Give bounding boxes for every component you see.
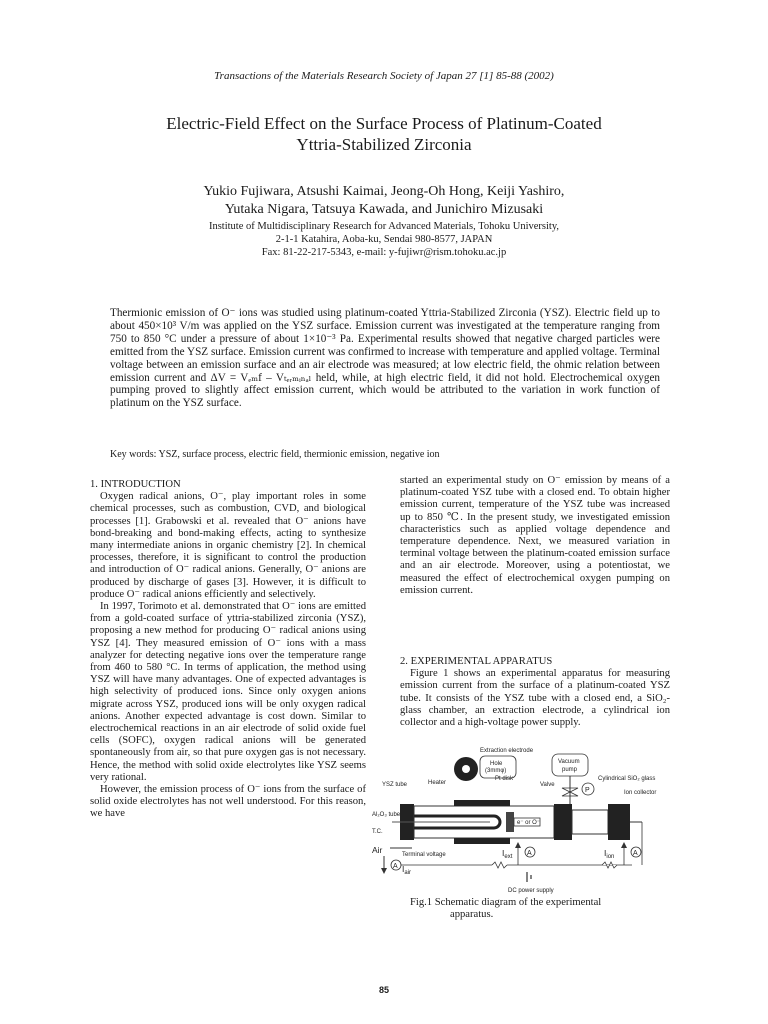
author-list bbox=[60, 183, 708, 219]
intro-heading: 1. INTRODUCTION bbox=[90, 479, 181, 490]
label-ysz-tube: YSZ tube bbox=[382, 782, 408, 788]
label-air: Air bbox=[372, 845, 383, 855]
i-air-arrowhead bbox=[381, 868, 387, 874]
i-ext-arrowhead bbox=[515, 842, 521, 848]
intro-paragraph-1: Oxygen radical anions, O⁻, play important roles in some chemical processes, such as combustion, CVD, and biological processes [1]. Grabowski et al. revealed that O⁻ anions have bond-breaking and bond-making effects, acting to synthesize many intermediate anions in organic chemistry [2]. In chemical processes, therefore, it is significant to control the production and introduction of O⁻ radical anions. Generally, O⁻ anions are produced by discharge of gases [3]. However, it is difficult to produce O⁻ radical anions efficiently and selectively. bbox=[90, 491, 366, 600]
apparatus-schematic bbox=[372, 744, 672, 894]
affiliation-line-2: 2-1-1 Katahira, Aoba-ku, Sendai 980-8577, JAPAN bbox=[275, 234, 493, 245]
intro-paragraph-2: In 1997, Torimoto et al. demonstrated that O⁻ ions are emitted from a gold-coated surface of yttria-stabilized zirconia (YSZ), proposing a new method for producing O⁻ radical anions using YSZ [4]. They measured emission of O⁻ ions with a mass analyzer for detecting negative ions over the temperature range from 460 to 580 °C. In terms of application, the method using YSZ will have many advantages. One of expected advantages is high selectivity of produced ions. Since only oxygen anions migrate across YSZ, produced ions will be only oxygen radical anions. Another expected advantage is cost down. Similar to electrochemical reactions in an air electrode of solid oxide fuel cells (SOFC), oxygen radical anions will be generated spontaneously from air, so that pure oxygen gas is not necessary. Hence, the method with solid oxide electrolytes like YSZ seems very rational. bbox=[90, 601, 366, 783]
label-e-or-o: e⁻ or O⁻ bbox=[517, 820, 541, 826]
label-tc: T.C. bbox=[372, 829, 383, 835]
affiliation bbox=[100, 220, 668, 259]
resistor-2 bbox=[602, 862, 617, 868]
caption-line-1: Fig.1 Schematic diagram of the experimental bbox=[410, 897, 602, 908]
authors-line-1: Yukio Fujiwara, Atsushi Kaimai, Jeong-Oh Hong, Keiji Yashiro, bbox=[203, 184, 565, 199]
label-dc-power-supply: DC power supply bbox=[508, 888, 554, 894]
abstract bbox=[110, 307, 660, 410]
intro-paragraph-3: However, the emission process of O⁻ ions from the surface of solid oxide electrolytes has not well understood. For this reason, we have bbox=[90, 784, 366, 820]
title-line-2: Yttria-Stabilized Zirconia bbox=[296, 135, 472, 154]
i-ion-arrowhead bbox=[621, 842, 627, 848]
label-ion-collector: Ion collector bbox=[624, 790, 657, 796]
experimental-heading: 2. EXPERIMENTAL APPARATUS bbox=[400, 656, 553, 667]
heater-top bbox=[454, 800, 510, 806]
right-column-section-2 bbox=[400, 656, 670, 729]
extraction-electrode-plate bbox=[506, 812, 514, 832]
label-ammeter-ext: A bbox=[527, 850, 532, 857]
journal-header: Transactions of the Materials Research Society of Japan 27 [1] 85-88 (2002) bbox=[214, 70, 554, 82]
title-line-1: Electric-Field Effect on the Surface Process of Platinum-Coated bbox=[166, 114, 602, 133]
figure-1 bbox=[372, 744, 672, 894]
hole-callout bbox=[480, 756, 516, 778]
label-ammeter-air: A bbox=[393, 863, 398, 870]
right-flange bbox=[554, 804, 572, 840]
resistor-1 bbox=[492, 862, 507, 868]
label-i-air: $I_{air}$ bbox=[402, 864, 412, 876]
label-hole: Hole bbox=[490, 761, 503, 767]
label-ammeter-ion: A bbox=[633, 850, 638, 857]
abstract-text: Thermionic emission of O⁻ ions was studied using platinum-coated Yttria-Stabilized Zirconia (YSZ). Electric field up to about 450×10³ V/m was applied on the YSZ surface. Emission current was investigated at the temperature ranging from 750 to 850 °C under a pressure of about 1×10⁻³ Pa. Experimental results showed that negative charged particles were emitted from the YSZ surface. Emission current was confirmed to increase with temperature and applied voltage. Terminal voltage between an emission surface and an air electrode was measured; at low electric field, the ohmic relation between emission current and ΔV = Vₑₘf – Vₜₑᵣₘᵢₙₐₗ held, while, at high electric field, it did not hold. Electrochemical oxygen pumping proved to slightly affect emission current, which would be attributed to the variation in work function of platinum on the YSZ surface. bbox=[110, 307, 660, 410]
label-pressure: P bbox=[585, 787, 590, 794]
keywords: Key words: YSZ, surface process, electric field, thermionic emission, negative ion bbox=[110, 449, 440, 460]
left-column bbox=[90, 479, 366, 821]
figure-caption bbox=[410, 897, 660, 922]
heater-bottom bbox=[454, 838, 510, 844]
label-hole-size: (3mmφ) bbox=[485, 768, 507, 774]
label-cylindrical-glass: Cylindrical SiO₂ glass bbox=[598, 776, 656, 782]
intro-continuation: started an experimental study on O⁻ emission by means of a platinum-coated YSZ tube with a closed end. To obtain higher emission current, temperature of the YSZ tube was increased up to 850 ℃. In the present study, we investigated emission characteristics such as applied voltage dependence and temperature dependence. Next, we measured variation in terminal voltage between the platinum-coated emission surface and an air electrode. Moreover, using a potentiostat, we measured the effect of electrochemical oxygen pumping on emission current. bbox=[400, 475, 670, 596]
label-extraction-electrode: Extraction electrode bbox=[480, 748, 534, 754]
collector-housing bbox=[572, 810, 608, 834]
label-vacuum: Vacuum bbox=[558, 759, 580, 765]
paper-title bbox=[60, 113, 708, 155]
label-terminal-voltage: Terminal voltage bbox=[402, 852, 446, 858]
right-column-top bbox=[400, 475, 670, 597]
caption-line-2: apparatus. bbox=[450, 909, 494, 921]
label-heater: Heater bbox=[428, 780, 447, 786]
ion-collector-block bbox=[608, 804, 630, 840]
label-i-ext: $I_{ext}$ bbox=[502, 848, 513, 860]
electrode-hole bbox=[462, 765, 470, 773]
experimental-paragraph-1: Figure 1 shows an experimental apparatus for measuring emission current from the surface of a platinum-coated YSZ tube. It consists of the YSZ tube with a closed end, a SiO₂-glass chamber, an extraction electrode, a cylindrical ion collector and a high-voltage power supply. bbox=[400, 668, 670, 729]
label-valve: Valve bbox=[540, 782, 555, 788]
authors-line-2: Yutaka Nigara, Tatsuya Kawada, and Junichiro Mizusaki bbox=[224, 202, 544, 217]
affiliation-line-3: Fax: 81-22-217-5343, e-mail: y-fujiwr@rism.tohoku.ac.jp bbox=[261, 247, 507, 258]
label-pt-disk: Pt disk bbox=[495, 776, 514, 782]
page-number: 85 bbox=[378, 985, 389, 995]
label-al2o3-tube: Al₂O₃ tube bbox=[372, 812, 401, 818]
affiliation-line-1: Institute of Multidisciplinary Research for Advanced Materials, Tohoku University, bbox=[208, 221, 560, 232]
label-pump: pump bbox=[562, 767, 578, 773]
label-i-ion: $I_{ion}$ bbox=[604, 848, 615, 860]
